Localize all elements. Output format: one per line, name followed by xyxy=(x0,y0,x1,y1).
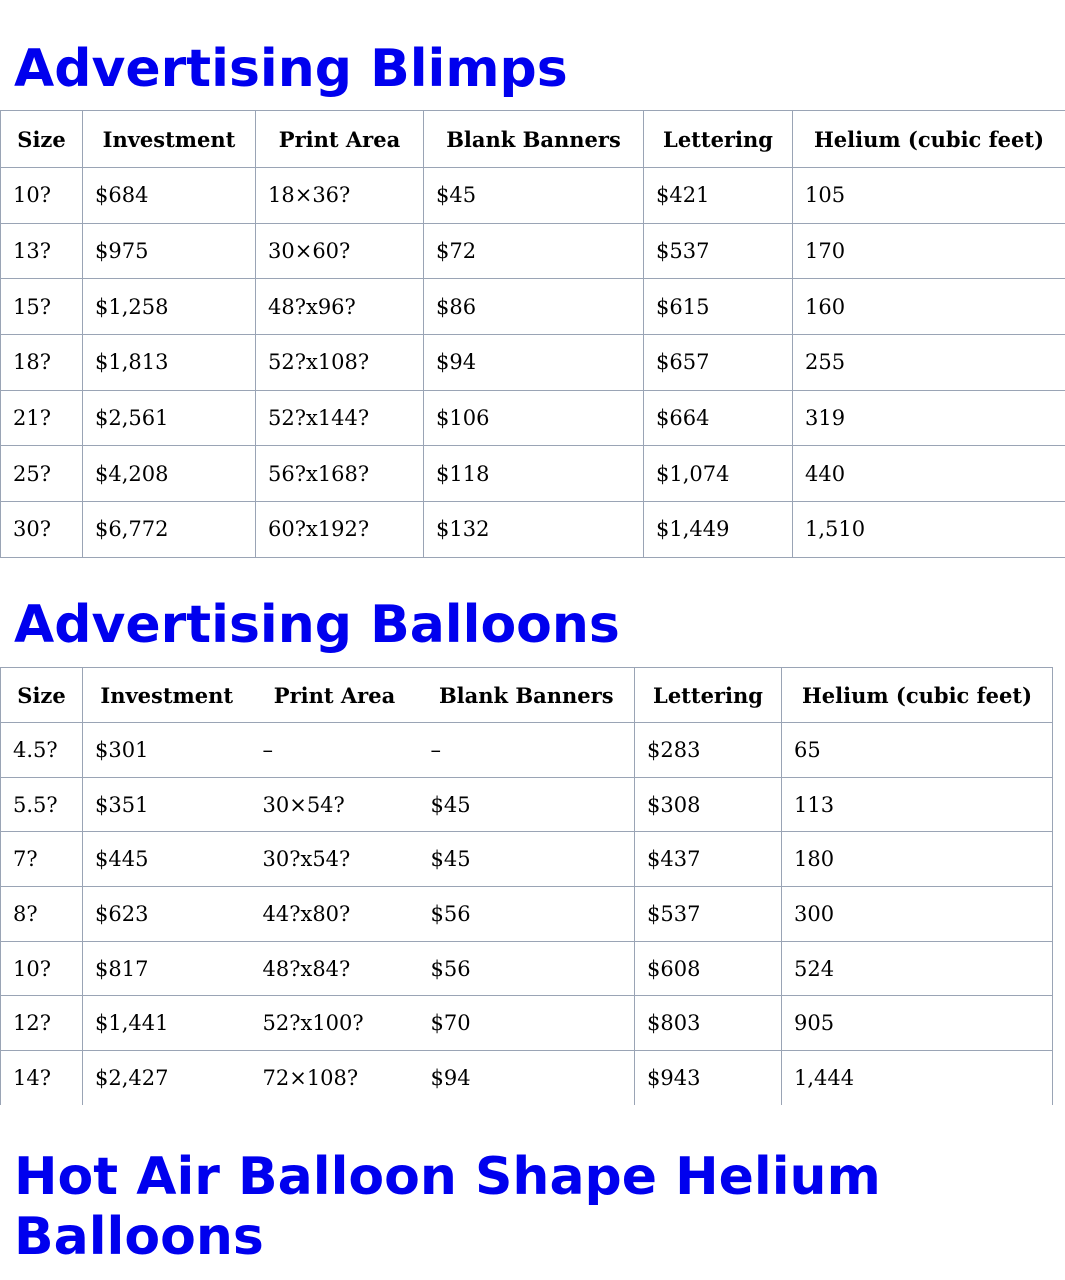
cell-helium: 180 xyxy=(782,832,1053,887)
cell-print-area: 18×36? xyxy=(256,168,424,224)
cell-helium: 65 xyxy=(782,723,1053,778)
cell-helium: 440 xyxy=(793,446,1065,502)
cell-blank-banners: $45 xyxy=(419,777,635,832)
cell-size: 7? xyxy=(1,832,83,887)
cell-investment: $4,208 xyxy=(83,446,256,502)
cell-blank-banners: $45 xyxy=(419,832,635,887)
cell-print-area: 72×108? xyxy=(251,1051,419,1106)
cell-helium: 113 xyxy=(782,777,1053,832)
cell-investment: $684 xyxy=(83,168,256,224)
cell-lettering: $421 xyxy=(644,168,793,224)
cell-investment: $2,427 xyxy=(83,1051,251,1106)
balloons-header-row xyxy=(1,668,1053,723)
cell-investment: $1,441 xyxy=(83,996,251,1051)
cell-blank-banners: $56 xyxy=(419,887,635,942)
table-row xyxy=(1,887,1053,942)
cell-print-area: 56?x168? xyxy=(256,446,424,502)
cell-print-area: 30?x54? xyxy=(251,832,419,887)
cell-helium: 524 xyxy=(782,941,1053,996)
cell-size: 5.5? xyxy=(1,777,83,832)
cell-investment: $817 xyxy=(83,941,251,996)
cell-investment: $1,813 xyxy=(83,335,256,391)
cell-lettering: $283 xyxy=(635,723,782,778)
cell-print-area: 52?x144? xyxy=(256,390,424,446)
cell-investment: $1,258 xyxy=(83,279,256,335)
cell-helium: 170 xyxy=(793,223,1065,279)
blimps-table xyxy=(0,110,1065,558)
cell-lettering: $308 xyxy=(635,777,782,832)
blimps-header-size: Size xyxy=(1,111,83,168)
cell-investment: $445 xyxy=(83,832,251,887)
cell-lettering: $664 xyxy=(644,390,793,446)
table-row xyxy=(1,996,1053,1051)
cell-print-area: 60?x192? xyxy=(256,502,424,558)
cell-helium: 300 xyxy=(782,887,1053,942)
cell-size: 12? xyxy=(1,996,83,1051)
table-row xyxy=(1,223,1065,279)
cell-size: 30? xyxy=(1,502,83,558)
cell-blank-banners: $118 xyxy=(424,446,644,502)
balloons-table xyxy=(0,667,1053,1105)
cell-blank-banners: $94 xyxy=(424,335,644,391)
balloons-header-helium: Helium (cubic feet) xyxy=(782,668,1053,723)
blimps-header-lettering: Lettering xyxy=(644,111,793,168)
cell-blank-banners: $70 xyxy=(419,996,635,1051)
cell-print-area: – xyxy=(251,723,419,778)
cell-lettering: $437 xyxy=(635,832,782,887)
cell-size: 4.5? xyxy=(1,723,83,778)
blimps-header-row xyxy=(1,111,1065,168)
cell-print-area: 48?x84? xyxy=(251,941,419,996)
cell-lettering: $608 xyxy=(635,941,782,996)
cell-print-area: 30×60? xyxy=(256,223,424,279)
cell-lettering: $1,449 xyxy=(644,502,793,558)
cell-print-area: 52?x108? xyxy=(256,335,424,391)
cell-print-area: 48?x96? xyxy=(256,279,424,335)
balloons-header-size: Size xyxy=(1,668,83,723)
cell-lettering: $657 xyxy=(644,335,793,391)
cell-size: 10? xyxy=(1,941,83,996)
cell-size: 18? xyxy=(1,335,83,391)
table-row xyxy=(1,832,1053,887)
cell-blank-banners: $45 xyxy=(424,168,644,224)
cell-blank-banners: $132 xyxy=(424,502,644,558)
cell-lettering: $803 xyxy=(635,996,782,1051)
cell-size: 10? xyxy=(1,168,83,224)
blimps-title: Advertising Blimps xyxy=(14,39,568,99)
cell-helium: 1,444 xyxy=(782,1051,1053,1106)
hot-air-balloon-title: Hot Air Balloon Shape Helium Balloons xyxy=(14,1147,881,1267)
table-row xyxy=(1,335,1065,391)
balloons-title: Advertising Balloons xyxy=(14,595,620,655)
cell-size: 25? xyxy=(1,446,83,502)
cell-lettering: $1,074 xyxy=(644,446,793,502)
blimps-header-print-area: Print Area xyxy=(256,111,424,168)
balloons-header-investment: Investment xyxy=(83,668,251,723)
cell-investment: $2,561 xyxy=(83,390,256,446)
cell-investment: $351 xyxy=(83,777,251,832)
cell-blank-banners: $106 xyxy=(424,390,644,446)
balloons-header-print-area: Print Area xyxy=(251,668,419,723)
cell-investment: $975 xyxy=(83,223,256,279)
blimps-header-investment: Investment xyxy=(83,111,256,168)
cell-size: 14? xyxy=(1,1051,83,1106)
table-row xyxy=(1,446,1065,502)
cell-print-area: 44?x80? xyxy=(251,887,419,942)
cell-blank-banners: $72 xyxy=(424,223,644,279)
blimps-header-helium: Helium (cubic feet) xyxy=(793,111,1065,168)
cell-helium: 319 xyxy=(793,390,1065,446)
cell-investment: $623 xyxy=(83,887,251,942)
cell-blank-banners: $56 xyxy=(419,941,635,996)
table-row xyxy=(1,390,1065,446)
cell-size: 13? xyxy=(1,223,83,279)
table-row xyxy=(1,1051,1053,1106)
table-row xyxy=(1,168,1065,224)
table-row xyxy=(1,723,1053,778)
blimps-header-blank-banners: Blank Banners xyxy=(424,111,644,168)
cell-investment: $301 xyxy=(83,723,251,778)
cell-lettering: $537 xyxy=(635,887,782,942)
cell-helium: 255 xyxy=(793,335,1065,391)
cell-size: 15? xyxy=(1,279,83,335)
cell-helium: 160 xyxy=(793,279,1065,335)
cell-lettering: $615 xyxy=(644,279,793,335)
cell-size: 8? xyxy=(1,887,83,942)
cell-helium: 1,510 xyxy=(793,502,1065,558)
cell-size: 21? xyxy=(1,390,83,446)
balloons-header-blank-banners: Blank Banners xyxy=(419,668,635,723)
cell-blank-banners: $94 xyxy=(419,1051,635,1106)
cell-helium: 105 xyxy=(793,168,1065,224)
cell-print-area: 52?x100? xyxy=(251,996,419,1051)
table-row xyxy=(1,941,1053,996)
cell-blank-banners: $86 xyxy=(424,279,644,335)
balloons-header-lettering: Lettering xyxy=(635,668,782,723)
cell-blank-banners: – xyxy=(419,723,635,778)
table-row xyxy=(1,279,1065,335)
cell-lettering: $943 xyxy=(635,1051,782,1106)
cell-investment: $6,772 xyxy=(83,502,256,558)
cell-helium: 905 xyxy=(782,996,1053,1051)
cell-lettering: $537 xyxy=(644,223,793,279)
table-row xyxy=(1,777,1053,832)
table-row xyxy=(1,502,1065,558)
cell-print-area: 30×54? xyxy=(251,777,419,832)
